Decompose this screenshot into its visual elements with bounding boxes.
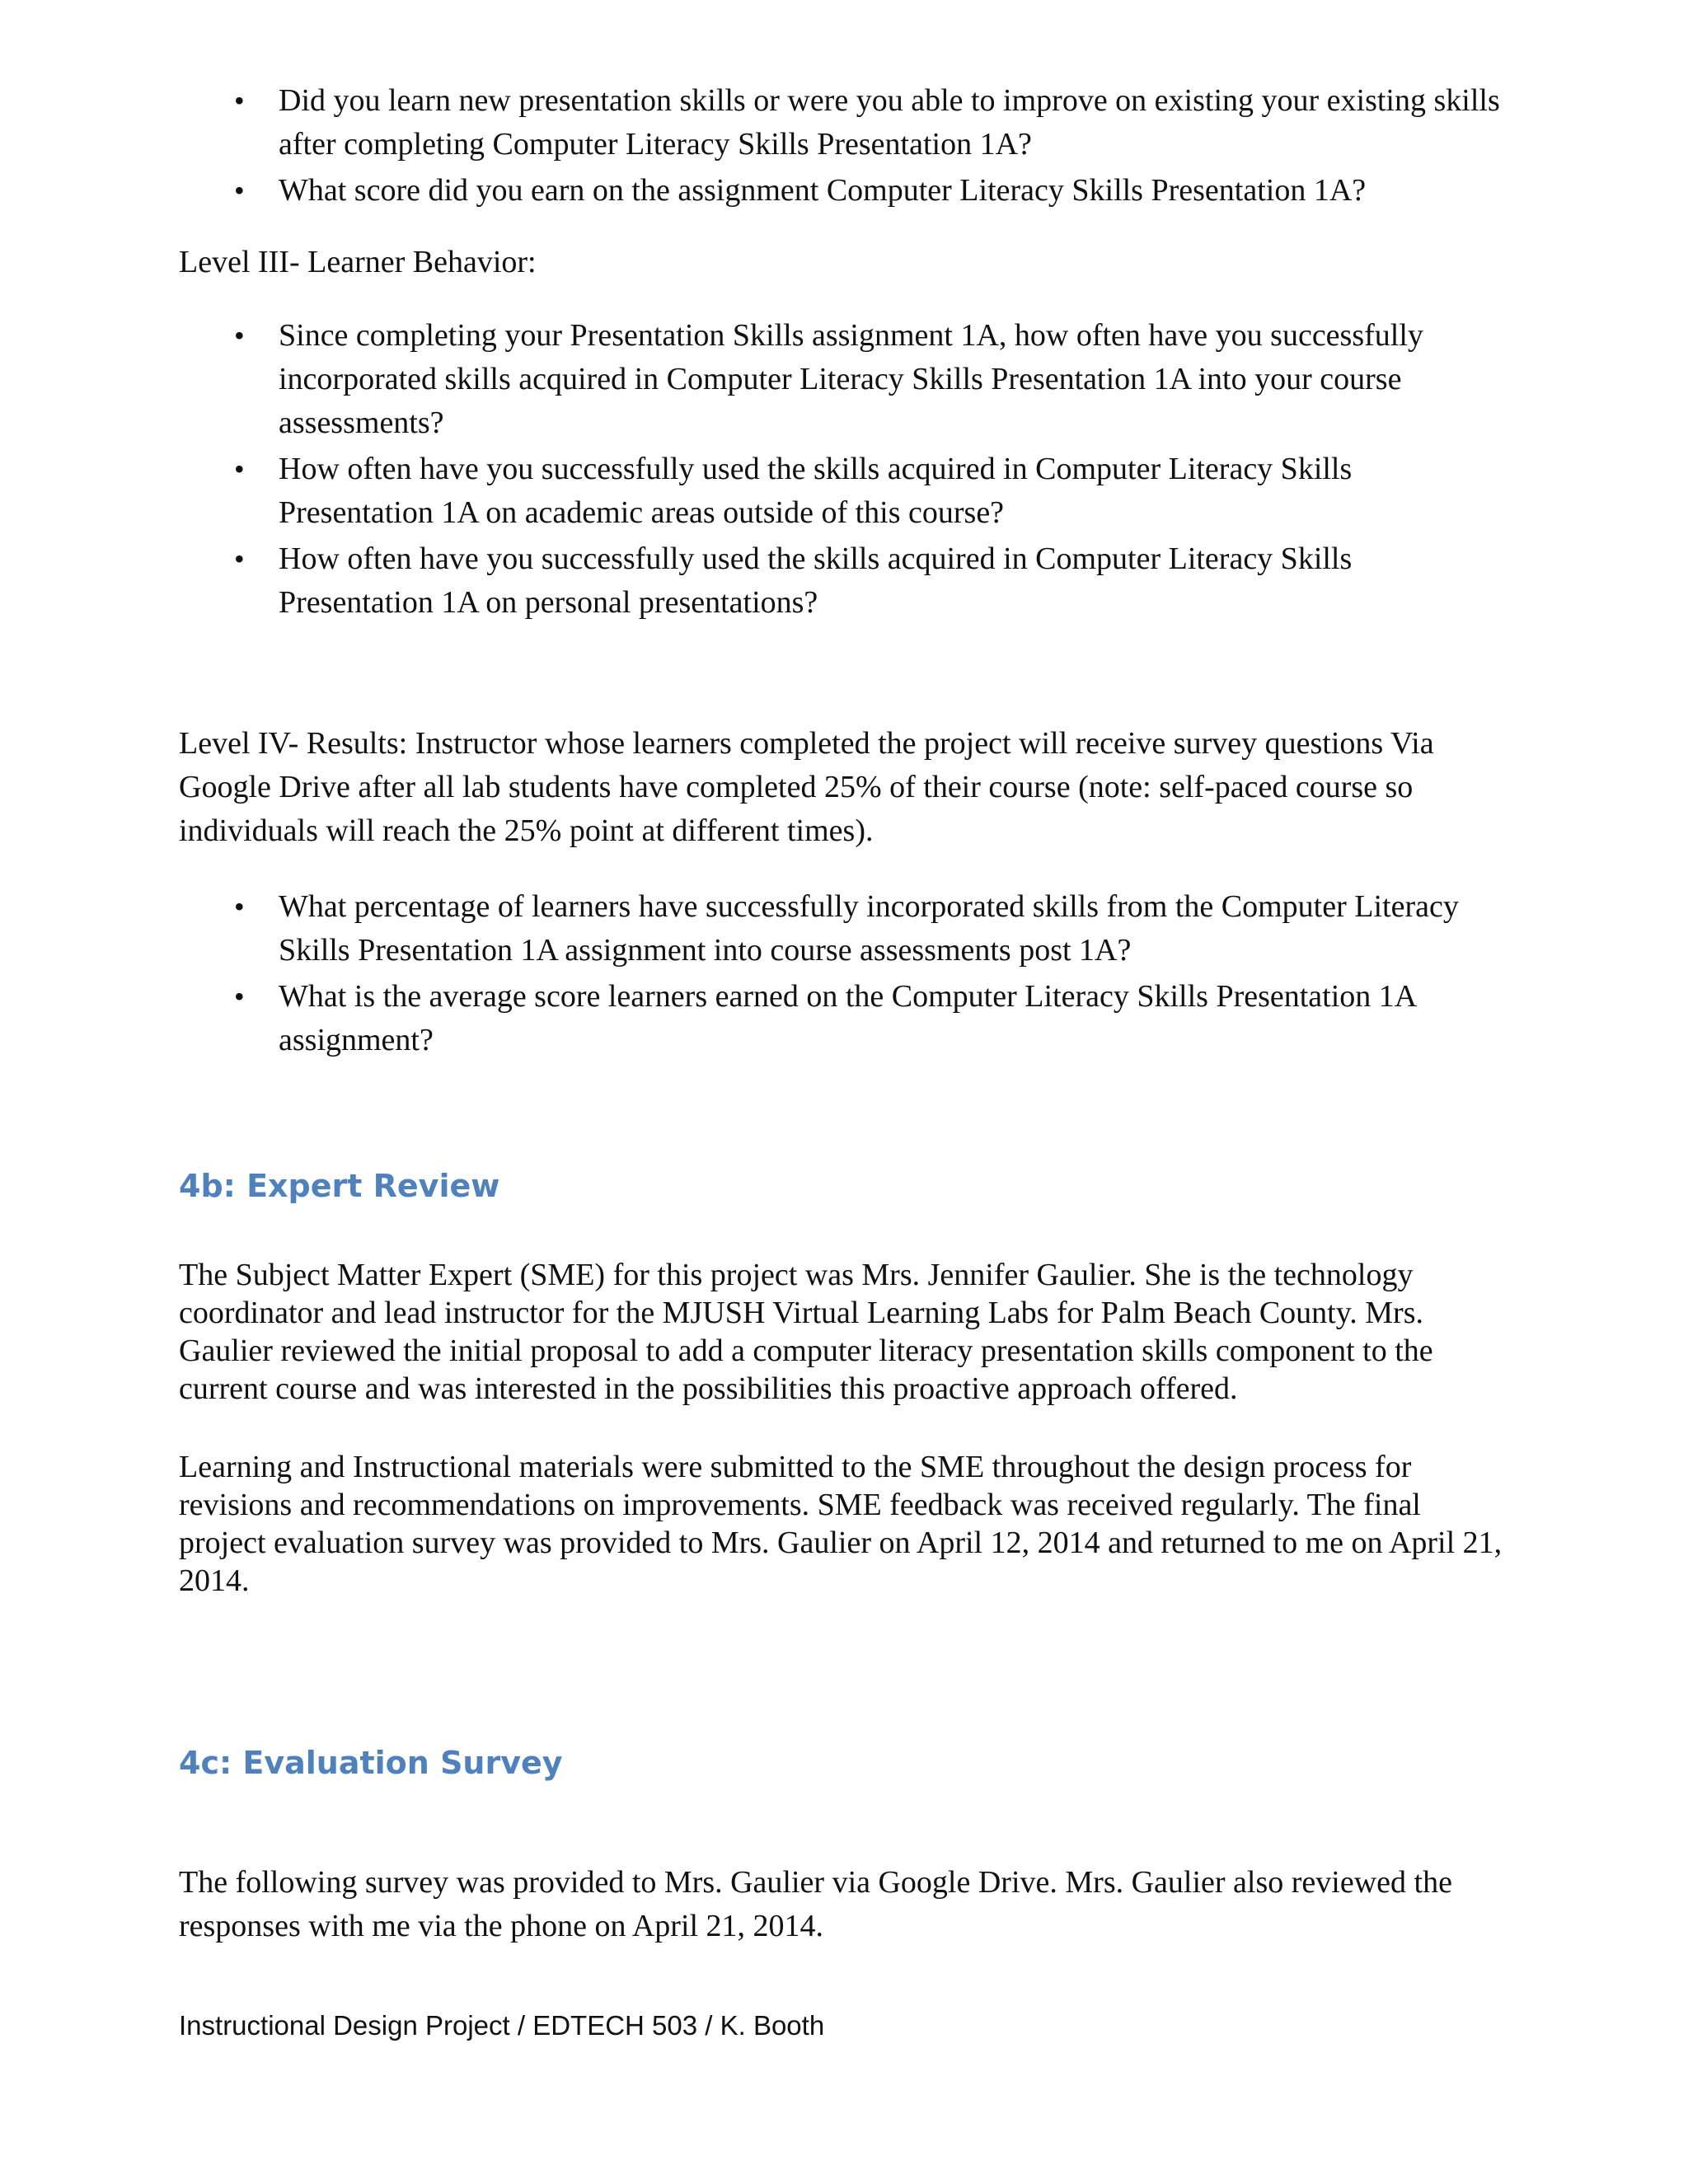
list-item <box>179 885 1514 972</box>
evaluation-survey-paragraph: The following survey was provided to Mrs. Gaulier via Google Drive. Mrs. Gaulier also reviewed the responses with me via the phone on April 21, 2014. <box>179 1865 1452 1943</box>
bullet-text: What score did you earn on the assignment Computer Literacy Skills Presentation 1A? <box>279 173 1367 208</box>
bullet-text: What is the average score learners earned on the Computer Literacy Skills Presentation 1A assignment? <box>279 979 1416 1057</box>
list-item <box>179 314 1514 445</box>
bullet-icon: • <box>234 542 245 575</box>
bullet-text: What percentage of learners have successfully incorporated skills from the Computer Literacy Skills Presentation 1A assignment into course assessments post 1A? <box>279 889 1459 968</box>
list-item <box>179 537 1514 625</box>
level4-intro: Level IV- Results: Instructor whose learners completed the project will receive survey questions Via Google Drive after all lab students have completed 25% of their course (note: self-paced course so individuals will reach the 25% point at different times). <box>179 726 1434 848</box>
level2-question-list <box>179 79 1514 215</box>
level3-label: Level III- Learner Behavior: <box>179 245 537 279</box>
list-item <box>179 975 1514 1062</box>
expert-review-paragraph-2: Learning and Instructional materials were submitted to the SME throughout the design process for revisions and recommendations on improvements. SME feedback was received regularly. The final project evaluation survey was provided to Mrs. Gaulier on April 12, 2014 and returned to me on April 21, 2014. <box>179 1450 1503 1598</box>
list-item <box>179 79 1514 166</box>
list-item <box>179 169 1514 213</box>
bullet-text: How often have you successfully used the skills acquired in Computer Literacy Skills Presentation 1A on personal presentations? <box>279 541 1353 620</box>
expert-review-heading: 4b: Expert Review <box>179 1168 500 1204</box>
bullet-text: Did you learn new presentation skills or were you able to improve on existing your existing skills after completing Computer Literacy Skills Presentation 1A? <box>279 83 1500 162</box>
bullet-icon: • <box>234 980 245 1013</box>
level4-question-list <box>179 885 1514 1065</box>
list-item <box>179 448 1514 535</box>
bullet-icon: • <box>234 890 245 923</box>
page-footer: Instructional Design Project / EDTECH 503 / K. Booth <box>179 2010 825 2041</box>
evaluation-survey-heading: 4c: Evaluation Survey <box>179 1745 563 1781</box>
bullet-icon: • <box>234 319 245 352</box>
bullet-icon: • <box>234 84 245 117</box>
expert-review-paragraph-1: The Subject Matter Expert (SME) for this project was Mrs. Jennifer Gaulier. She is the technology coordinator and lead instructor for the MJUSH Virtual Learning Labs for Palm Beach County. Mrs. Gaulier reviewed the initial proposal to add a computer literacy presentation skills component to the current course and was interested in the possibilities this proactive approach offered. <box>179 1258 1433 1406</box>
bullet-text: How often have you successfully used the skills acquired in Computer Literacy Skills Presentation 1A on academic areas outside of this course? <box>279 452 1353 530</box>
level3-question-list <box>179 314 1514 627</box>
bullet-icon: • <box>234 174 245 207</box>
bullet-text: Since completing your Presentation Skills assignment 1A, how often have you successfully incorporated skills acquired in Computer Literacy Skills Presentation 1A into your course assessments? <box>279 318 1423 440</box>
bullet-icon: • <box>234 452 245 485</box>
